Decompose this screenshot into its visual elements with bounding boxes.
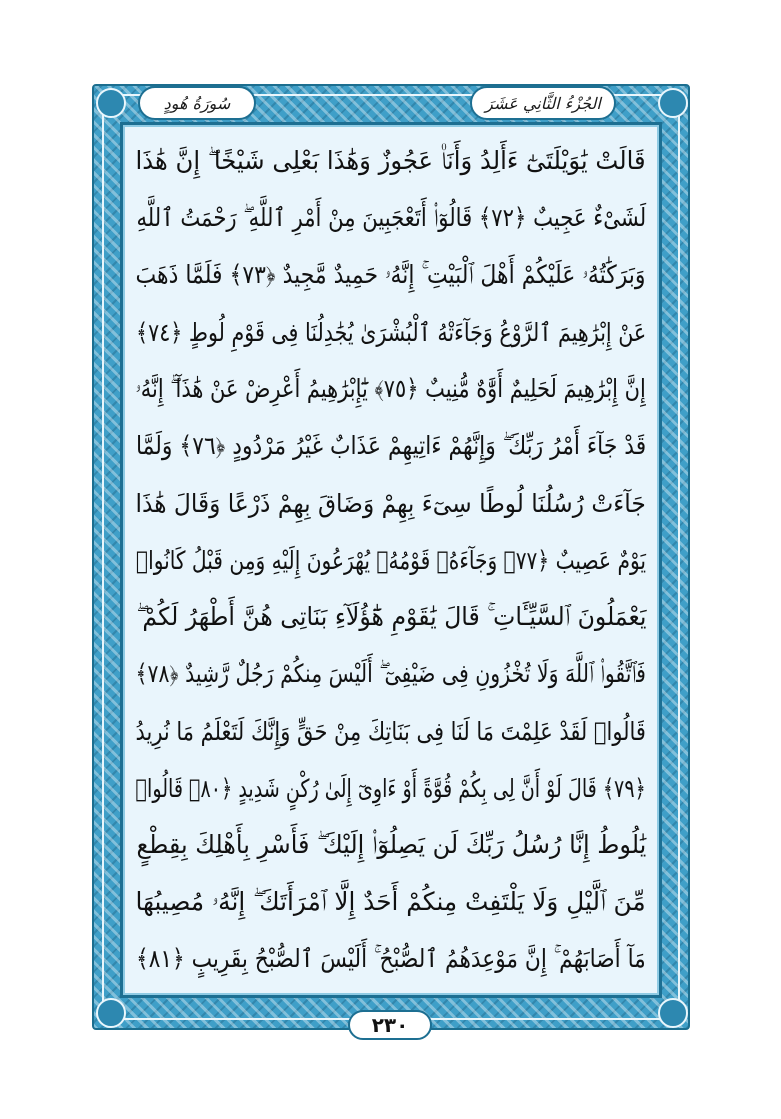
verse-line: جَآءَتْ رُسُلُنَا لُوطًا سِىٓءَ بِهِمْ وَضَاقَ بِهِمْ ذَرْعًا وَقَالَ هَٰذَا: [135, 488, 647, 518]
verse-line: مِّنَ ٱلَّيْلِ وَلَا يَلْتَفِتْ مِنكُمْ أَحَدٌ إِلَّا ٱمْرَأَتَكَ ۖ إِنَّهُۥ مُصِيبُهَا: [135, 887, 647, 916]
verse-line: وَبَرَكَٰتُهُۥ عَلَيْكُمْ أَهْلَ ٱلْبَيْتِ ۚ إِنَّهُۥ حَمِيدٌ مَّجِيدٌ ﴿٧٣﴾ فَلَمَّا ذَهَبَ: [135, 260, 646, 289]
verse-line: يَوْمٌ عَصِيبٌ ﴿٧٧﴾ وَجَآءَهُۥ قَوْمُهُۥ يُهْرَعُونَ إِلَيْهِ وَمِن قَبْلُ كَانُوا۟: [136, 545, 646, 575]
verse-line: عَنْ إِبْرَٰهِيمَ ٱلرَّوْعُ وَجَآءَتْهُ ٱلْبُشْرَىٰ يُجَٰدِلُنَا فِى قَوْمِ لُوطٍ ﴿٧٤﴾: [135, 317, 647, 347]
verse-line: يَعْمَلُونَ ٱلسَّيِّـَٔاتِ ۚ قَالَ يَٰقَوْمِ هَٰٓؤُلَآءِ بَنَاتِى هُنَّ أَطْهَرُ لَكُمْ ۖ: [136, 602, 646, 631]
verse-line: قَالَتْ يَٰوَيْلَتَىٰٓ ءَأَلِدُ وَأَنَا۠ عَجُوزٌ وَهَٰذَا بَعْلِى شَيْخًا ۖ إِنَّ هَٰذَا: [135, 146, 647, 175]
page-number: [348, 1010, 432, 1040]
verse-line: لَشَىْءٌ عَجِيبٌ ﴿٧٢﴾ قَالُوٓا۟ أَتَعْجَبِينَ مِنْ أَمْرِ ٱللَّهِ ۖ رَحْمَتُ ٱللَّهِ: [136, 203, 646, 232]
verse-line: قَدْ جَآءَ أَمْرُ رَبِّكَ ۖ وَإِنَّهُمْ ءَاتِيهِمْ عَذَابٌ غَيْرُ مَرْدُودٍ ﴿٧٦﴾ وَلَمَّا: [135, 431, 647, 460]
juz-header: [470, 86, 616, 120]
verse-line: فَٱتَّقُوا۟ ٱللَّهَ وَلَا تُخْزُونِ فِى ضَيْفِىٓ ۖ أَلَيْسَ مِنكُمْ رَجُلٌ رَّشِيدٌ ﴿٧٨﴾: [135, 659, 647, 688]
corner-ornament-top-right: [658, 88, 688, 118]
corner-ornament-bottom-left: [96, 998, 126, 1028]
corner-ornament-bottom-right: [658, 998, 688, 1028]
surah-title: سُورَةُ هُودٍ: [163, 93, 231, 113]
verse-line: ﴿٧٩﴾ قَالَ لَوْ أَنَّ لِى بِكُمْ قُوَّةً أَوْ ءَاوِىٓ إِلَىٰ رُكْنٍ شَدِيدٍ ﴿٨٠﴾ قَالُوا۟: [135, 773, 647, 803]
page-number-text: ٢٣٠: [371, 1013, 409, 1037]
verse-line: يَٰلُوطُ إِنَّا رُسُلُ رَبِّكَ لَن يَصِلُوٓا۟ إِلَيْكَ ۖ فَأَسْرِ بِأَهْلِكَ بِقِطْعٍ: [136, 830, 646, 859]
juz-title: الجُزْءُ الثَّانِي عَشَرَ: [485, 93, 601, 113]
verse-line: إِنَّ إِبْرَٰهِيمَ لَحَلِيمٌ أَوَّٰهٌ مُّنِيبٌ ﴿٧٥﴾ يَٰٓإِبْرَٰهِيمُ أَعْرِضْ عَنْ هَٰذَآ ۖ إِنَّهُۥ: [135, 374, 647, 403]
corner-ornament-top-left: [96, 88, 126, 118]
verse-line: مَآ أَصَابَهُمْ ۚ إِنَّ مَوْعِدَهُمُ ٱلصُّبْحُ ۚ أَلَيْسَ ٱلصُّبْحُ بِقَرِيبٍ ﴿٨١﴾: [136, 944, 646, 973]
surah-header: [138, 86, 256, 120]
verse-line: قَالُوا۟ لَقَدْ عَلِمْتَ مَا لَنَا فِى بَنَاتِكَ مِنْ حَقٍّ وَإِنَّكَ لَتَعْلَمُ مَا نُرِيدُ: [135, 716, 647, 746]
